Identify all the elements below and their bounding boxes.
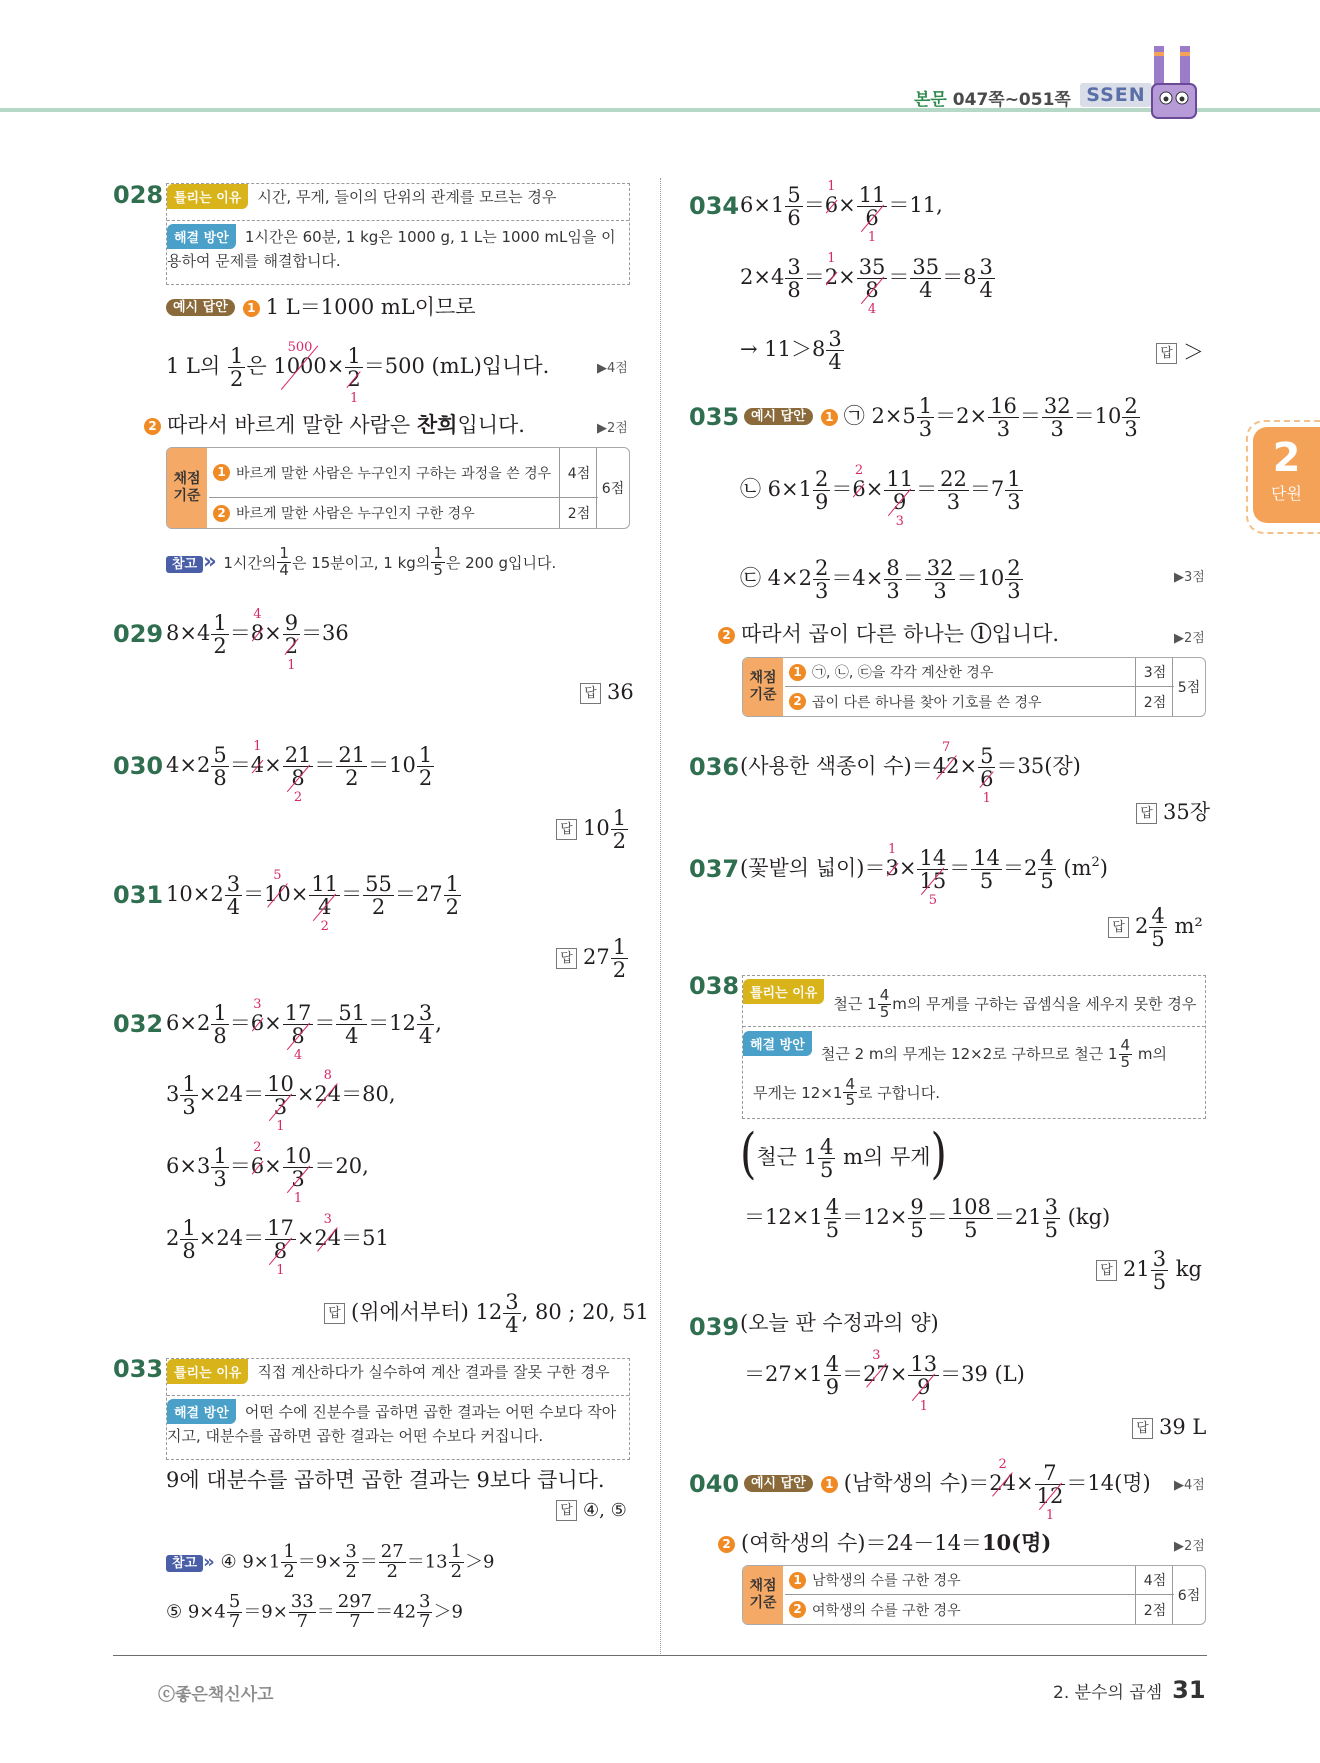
q028-number: 028 <box>113 181 164 209</box>
q028-example-badge: 예시 답안 <box>166 299 235 316</box>
q035-expr-1: 예시 답안 1 ㉠ 2×5 $\frac{1}{3}$ ＝2× $\frac{16}{3}$ ＝ $\frac{32}{3}$ ＝10 $\frac{2}{3}$ <box>744 395 1141 440</box>
chapter-number: 2 <box>1272 435 1301 481</box>
q028-solve: 1시간은 60분, 1 kg은 1000 g, 1 L는 1000 mL임을 이용하여 문제를 해결합니다. <box>167 228 616 270</box>
q036-answer: 답 35장 <box>1136 796 1210 826</box>
q033-ref-tag: 참고 <box>166 1555 203 1572</box>
q034-expr-1: 6×1 $\frac{5}{6}$ ＝6 1 × 11 6 1 ＝11, <box>740 179 943 246</box>
q038-expression: ＝12×1 $\frac{4}{5}$ ＝12× $\frac{9}{5}$ ＝ $\frac{108}{5}$ ＝21 $\frac{3}{5}$ (kg) <box>744 1195 1111 1243</box>
q035-s2-points: ▶2점 <box>1174 631 1205 646</box>
q033-text: 9에 대분수를 곱하면 곱한 결과는 9보다 큽니다. <box>166 1468 605 1492</box>
q028-s2-bold: 찬희 <box>416 412 458 437</box>
q032-answer: 답 (위에서부터) 12 $\frac{3}{4}$ , 80 ; 20, 51 <box>324 1291 649 1336</box>
page-range <box>914 85 1071 110</box>
q038-answer: 답 21 $\frac{3}{5}$ kg <box>1096 1248 1202 1293</box>
q037-answer: 답 2 $\frac{4}{5}$ m² <box>1108 905 1203 950</box>
q028-score-table: 채점 기준 1 바르게 말한 사람은 누구인지 구하는 과정을 쓴 경우 4점 2 바르게 말한 사람은 누구인지 구한 경우 2점 6점 <box>166 447 630 529</box>
q028-wrong-tag: 틀리는 이유 <box>167 184 248 209</box>
q033-wrong: 직접 계산하다가 실수하여 계산 결과를 잘못 구한 경우 <box>257 1363 610 1381</box>
q028-ref-post: 은 200 g입니다. <box>445 553 557 572</box>
q039-expression: ＝27×1 $\frac{4}{9}$ ＝27 3 × 13 9 1 ＝39 (L) <box>744 1348 1025 1415</box>
q033-ref-2: ⑤ 9×4 $\frac{5}{7}$ ＝9× $\frac{33}{7}$ ＝ $\frac{297}{7}$ ＝42 $\frac{3}{7}$ ＞9 <box>166 1591 463 1632</box>
chapter-tab <box>1253 427 1320 523</box>
q028-step1b: 1 L의 $\frac{1}{2}$ 은 1000 500 × 1 2 1 ＝500 (mL)입니다. <box>166 340 550 407</box>
q035-step2: 2 따라서 곱이 다른 하나는 ⓛ입니다. <box>718 623 1059 645</box>
q039-answer: 답 39 L <box>1132 1415 1206 1439</box>
q038-callout: 틀리는 이유 철근 1 $\frac{4}{5}$ m의 무게를 구하는 곱셈식을 세우지 못한 경우 해결 방안 철근 2 m의 무게는 12×2로 구하므로 철근 1 $\frac{4}{5}$ m의 무게는 12×1 $\frac{4}{5}$ 로 구합니다. <box>742 975 1206 1119</box>
q028-crit-1-points: 4점 <box>559 448 598 498</box>
q040-step2: 2 (여학생의 수)＝24－14＝10(명) <box>718 1532 1051 1554</box>
q035-expr-2: ㉡ 6×1 $\frac{2}{9}$ ＝6 2 × 11 9 3 ＝ $\frac{22}{3}$ ＝7 $\frac{1}{3}$ <box>740 463 1021 530</box>
header-rule <box>0 108 1320 112</box>
q033-callout <box>166 1358 630 1460</box>
q028-s2-points: ▶2점 <box>597 421 628 436</box>
q028-s2-pre: 따라서 바르게 말한 사람은 <box>167 413 417 437</box>
q035-expr-3: ㉢ 4×2 $\frac{2}{3}$ ＝4× $\frac{8}{3}$ ＝ $\frac{32}{3}$ ＝10 $\frac{2}{3}$ <box>740 556 1021 604</box>
q037-number: 037 <box>689 855 740 883</box>
q028-s2-post: 입니다. <box>457 413 525 437</box>
q034-number: 034 <box>689 192 740 220</box>
q031-expression: 10×2 $\frac{3}{4}$ ＝10 5 × 11 4 2 ＝ $\frac{55}{2}$ ＝27 $\frac{1}{2}$ <box>166 868 459 935</box>
q036-number: 036 <box>689 753 740 781</box>
q028-step1: 예시 답안 1 1 L＝1000 mL이므로 <box>166 297 476 318</box>
q040-score-table: 채점 기준 1 남학생의 수를 구한 경우 4점 2 여학생의 수를 구한 경우 2점 6점 <box>742 1565 1206 1625</box>
q040-number: 040 <box>689 1470 740 1498</box>
q039-label: (오늘 판 수정과의 양) <box>740 1311 939 1335</box>
q034-answer: 답 ＞ <box>1156 336 1204 366</box>
q038-label: (철근 1 $\frac{4}{5}$ m의 무게) <box>740 1121 947 1186</box>
q035-s1-points: ▶3점 <box>1174 570 1205 585</box>
q030-answer: 답 10 $\frac{1}{2}$ <box>556 807 629 852</box>
q032-expr-1: 6×2 $\frac{1}{8}$ ＝6 3 × 17 8 4 ＝ $\frac{51}{4}$ ＝12 $\frac{3}{4}$ , <box>166 997 442 1064</box>
q032-expr-4: 2 $\frac{1}{8}$ ×24＝ 17 8 1 ×24 3 ＝51 <box>166 1212 389 1279</box>
q038-number: 038 <box>689 972 740 1000</box>
q029-answer: 답 36 <box>580 680 634 704</box>
q028-criteria-label: 채점 기준 <box>167 448 207 528</box>
brand-logo: SSEN <box>1080 83 1152 107</box>
q039-number: 039 <box>689 1313 740 1341</box>
q028-step2: 2 따라서 바르게 말한 사람은 찬희입니다. <box>144 414 525 436</box>
footer-chapter <box>1053 1676 1206 1704</box>
q028-s1b-mid: 은 <box>246 354 267 379</box>
q030-expression: 4×2 $\frac{5}{8}$ ＝4 1 × 21 8 2 ＝ $\frac{21}{2}$ ＝10 $\frac{1}{2}$ <box>166 739 433 806</box>
q032-expr-2: 3 $\frac{1}{3}$ ×24＝ 10 3 1 ×24 8 ＝80, <box>166 1068 396 1135</box>
q028-crit-2-points: 2점 <box>559 498 598 528</box>
q033-solve-tag: 해결 방안 <box>167 1399 236 1424</box>
q028-ref-mid: 은 15분이고, 1 kg의 <box>291 553 431 572</box>
publisher: ⓒ좋은책신사고 <box>158 1685 274 1705</box>
q034-expr-3: → 11＞8 $\frac{3}{4}$ <box>740 327 842 375</box>
q040-s2-points: ▶2점 <box>1174 1539 1205 1554</box>
q035-example-badge: 예시 답안 <box>744 408 813 425</box>
q033-ref-1: 참고 » ④ 9×1 $\frac{1}{2}$ ＝9× $\frac{3}{2}$ ＝ $\frac{27}{2}$ ＝13 $\frac{1}{2}$ ＞9 <box>166 1543 495 1582</box>
q030-number: 030 <box>113 752 164 780</box>
q028-ref-pre: 1시간의 <box>223 553 277 572</box>
q028-callout <box>166 183 630 285</box>
q028-wrong: 시간, 무게, 들이의 단위의 관계를 모르는 경우 <box>257 188 557 206</box>
q028-crit-2: 바르게 말한 사람은 누구인지 구한 경우 <box>236 506 475 522</box>
header-prefix: 본문 <box>914 90 947 110</box>
q031-answer: 답 27 $\frac{1}{2}$ <box>556 936 629 981</box>
q031-number: 031 <box>113 881 164 909</box>
q028-s1b-post: ＝500 (mL)입니다. <box>363 354 550 379</box>
q028-s1: 1 L＝1000 mL이므로 <box>265 295 476 319</box>
header-range: 047쪽~051쪽 <box>952 90 1071 110</box>
q032-expr-3: 6×3 $\frac{1}{3}$ ＝6 2 × 10 3 1 ＝20, <box>166 1140 369 1207</box>
chapter-unit: 단원 <box>1271 484 1302 503</box>
q028-s1b-pre: 1 L의 <box>166 354 221 379</box>
q034-expr-2: 2×4 $\frac{3}{8}$ ＝2 1 × 35 8 4 ＝ $\frac{35}{4}$ ＝8 $\frac{3}{4}$ <box>740 251 993 318</box>
q040-step1: 예시 답안 1 (남학생의 수)＝24 2 × 7 12 1 ＝14(명) <box>744 1462 1151 1507</box>
q028-crit-1: 바르게 말한 사람은 누구인지 구하는 과정을 쓴 경우 <box>236 465 552 482</box>
page-number: 31 <box>1172 1676 1206 1704</box>
q040-s1-points: ▶4점 <box>1174 1478 1205 1493</box>
q033-wrong-tag: 틀리는 이유 <box>167 1359 248 1384</box>
q028-total: 6점 <box>596 448 629 528</box>
mascot-icon <box>1150 46 1200 122</box>
q035-score-table: 채점 기준 1 ㉠, ㉡, ㉢을 각각 계산한 경우 3점 2 곱이 다른 하나를 찾아 기호를 쓴 경우 2점 5점 <box>742 657 1206 717</box>
q028-s1-points: ▶4점 <box>597 361 628 376</box>
column-divider <box>660 178 661 1654</box>
q035-number: 035 <box>689 403 740 431</box>
q028-solve-tag: 해결 방안 <box>167 224 236 249</box>
chapter-title: 2. 분수의 곱셈 <box>1053 1683 1163 1703</box>
q033-solve: 어떤 수에 진분수를 곱하면 곱한 결과는 어떤 수보다 작아지고, 대분수를 곱하면 곱한 결과는 어떤 수보다 커집니다. <box>167 1403 617 1445</box>
q028-ref-tag: 참고 <box>166 556 203 573</box>
q032-number: 032 <box>113 1010 164 1038</box>
q029-number: 029 <box>113 620 164 648</box>
q033-answer: 답 ④, ⑤ <box>556 1500 627 1521</box>
q037-expression: (꽃밭의 넓이)＝3 1 × 14 15 5 ＝ $\frac{14}{5}$ ＝2 $\frac{4}{5}$ $(m^2)$ <box>740 842 1108 909</box>
footer-rule <box>113 1655 1207 1656</box>
q029-expression: 8×4 $\frac{1}{2}$ ＝8 4 × 9 2 1 ＝36 <box>166 607 349 674</box>
q033-number: 033 <box>113 1355 164 1383</box>
q036-expression: (사용한 색종이 수)＝42 7 × 5 6 1 ＝35(장) <box>740 740 1081 807</box>
q028-reference: 참고 » 1시간의 $\frac{1}{4}$ 은 15분이고, 1 kg의 $\frac{1}{5}$ 은 200 g입니다. <box>166 546 556 579</box>
